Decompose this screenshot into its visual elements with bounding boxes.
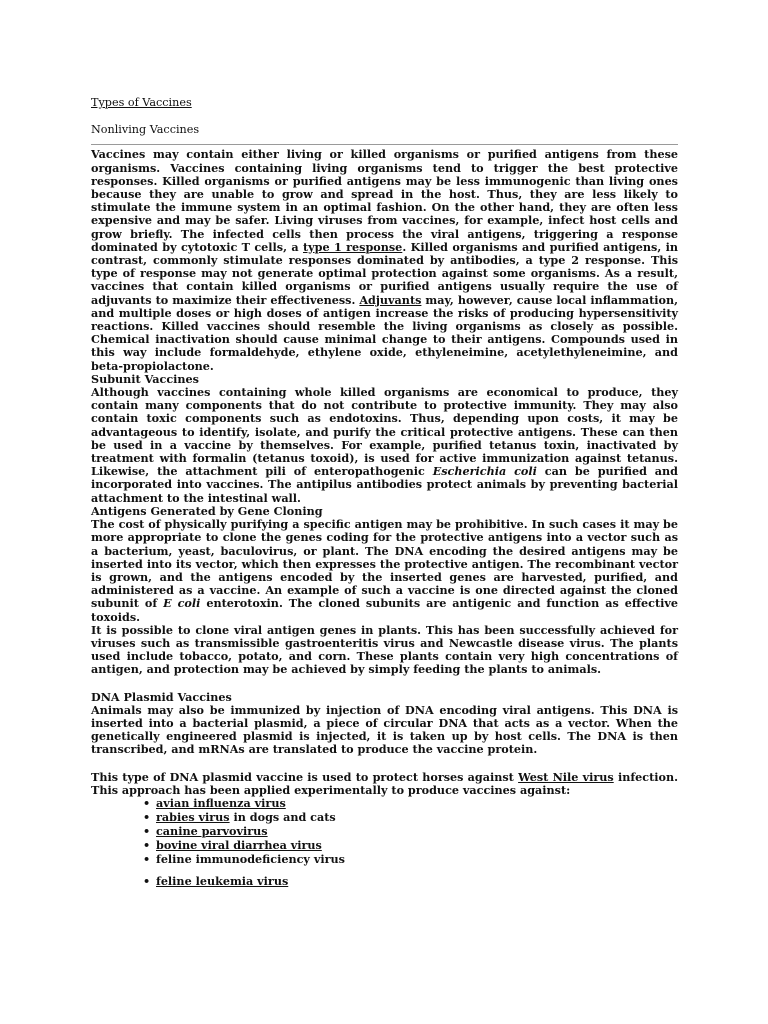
paragraph-west-nile: This type of DNA plasmid vaccine is used to protect horses against West Nile virus infection. This approach has been applied experimentally to produce vaccines against:: [91, 769, 678, 797]
paragraph-nonliving: Vaccines may contain either living or killed organisms or purified antigens from these organisms. Vaccines containing living organisms tend to trigger the best protective responses. Killed organisms or purified antigens may be less immunogenic than living ones because they are unable to grow and spread in the host. Thus, they are less likely to stimulate the immune system in an optimal fashion. On the other hand, they are often less expensive and may be safer. Living viruses from vaccines, for example, infect host cells and grow briefly. The infected cells then process the viral antigens, triggering a response dominated by cytotoxic T cells, a type 1 response. Killed organisms and purified antigens, in contrast, commonly stimulate responses dominated by antibodies, a type 2 response. This type of response may not generate optimal protection against some organisms. As a result, vaccines that contain killed organisms or purified antigens usually require the use of adjuvants to maximize their effectiveness. Adjuvants may, however, cause local inflammation, and multiple doses or high doses of antigen increase the risks of producing hypersensitivity reactions. Killed vaccines should resemble the living organisms as closely as possible. Chemical inactivation should cause minimal change to their antigens. Compounds used in this way include formaldehyde, ethylene oxide, ethyleneimine, acetylethyleneimine, and beta-propiolactone.: [91, 147, 679, 373]
list-item-suffix: in dogs and cats: [229, 809, 336, 824]
adjuvants-link[interactable]: Adjuvants: [359, 292, 422, 307]
list-item: [143, 837, 678, 853]
list-item: [143, 809, 678, 825]
bullet-icon: •: [143, 795, 151, 810]
virus-link[interactable]: rabies virus: [156, 809, 230, 824]
section-heading-subunit: Subunit Vaccines: [91, 371, 199, 386]
bullet-icon: •: [143, 851, 151, 866]
heading-divider: [91, 144, 678, 145]
paragraph-dna-plasmid: Animals may also be immunized by injection of DNA encoding viral antigens. This DNA is inserted into a bacterial plasmid, a piece of circular DNA that acts as a vector. When the genetically engineered plasmid is injected, it is taken up by host cells. The DNA is then transcribed, and mRNAs are translated to produce the vaccine protein.: [91, 702, 678, 757]
bullet-icon: •: [143, 837, 151, 852]
section-heading-dna-plasmid: DNA Plasmid Vaccines: [91, 689, 232, 704]
bullet-icon: •: [143, 809, 151, 824]
paragraph-gene-cloning: The cost of physically purifying a specific antigen may be prohibitive. In such cases it may be more appropriate to clone the genes coding for the protective antigens into a vector such as a bacterium, yeast, baculovirus, or plant. The DNA encoding the desired antigens may be inserted into its vector, which then expresses the protective antigen. The recombinant vector is grown, and the antigens encoded by the inserted genes are harvested, purified, and administered as a vaccine. An example of such a vaccine is one directed against the cloned subunit of E coli enterotoxin. The cloned subunits are antigenic and function as effective toxoids.: [91, 517, 678, 624]
section-heading-gene-cloning: Antigens Generated by Gene Cloning: [91, 503, 323, 518]
document-title: Types of Vaccines: [91, 96, 192, 109]
list-item: [143, 823, 678, 839]
bullet-icon: •: [143, 873, 151, 888]
list-item: [143, 873, 678, 889]
paragraph-plants: It is possible to clone viral antigen genes in plants. This has been successfully achieved for viruses such as transmissible gastroenteritis virus and Newcastle disease virus. The plants used include tobacco, potato, and corn. These plants contain very high concentrations of antigen, and protection may be achieved by simply feeding the plants to animals.: [91, 622, 678, 677]
virus-link[interactable]: avian influenza virus: [156, 795, 286, 810]
type-1-response-link[interactable]: type 1 response: [303, 239, 403, 254]
virus-link[interactable]: bovine viral diarrhea virus: [156, 837, 322, 852]
list-item: [143, 795, 678, 811]
section-heading-nonliving: Nonliving Vaccines: [91, 123, 200, 137]
virus-link[interactable]: feline leukemia virus: [156, 873, 289, 888]
vaccine-list: [91, 797, 678, 889]
paragraph-subunit: Although vaccines containing whole killed organisms are economical to produce, they contain many components that do not contribute to protective immunity. They may also contain toxic components such as endotoxins. Thus, depending upon costs, it may be advantageous to identify, isolate, and purify the critical protective antigens. These can then be used in a vaccine by themselves. For example, purified tetanus toxin, inactivated by treatment with formalin (tetanus toxoid), is used for active immunization against tetanus. Likewise, the attachment pili of enteropathogenic Escherichia coli can be purified and incorporated into vaccines. The antipilus antibodies protect animals by preventing bacterial attachment to the intestinal wall.: [91, 385, 678, 505]
document-page: [91, 96, 678, 889]
bullet-icon: •: [143, 823, 151, 838]
west-nile-virus-link[interactable]: West Nile virus: [518, 769, 614, 784]
list-item-label: feline immunodeficiency virus: [156, 851, 345, 866]
virus-link[interactable]: canine parvovirus: [156, 823, 268, 838]
list-item: [143, 851, 678, 867]
